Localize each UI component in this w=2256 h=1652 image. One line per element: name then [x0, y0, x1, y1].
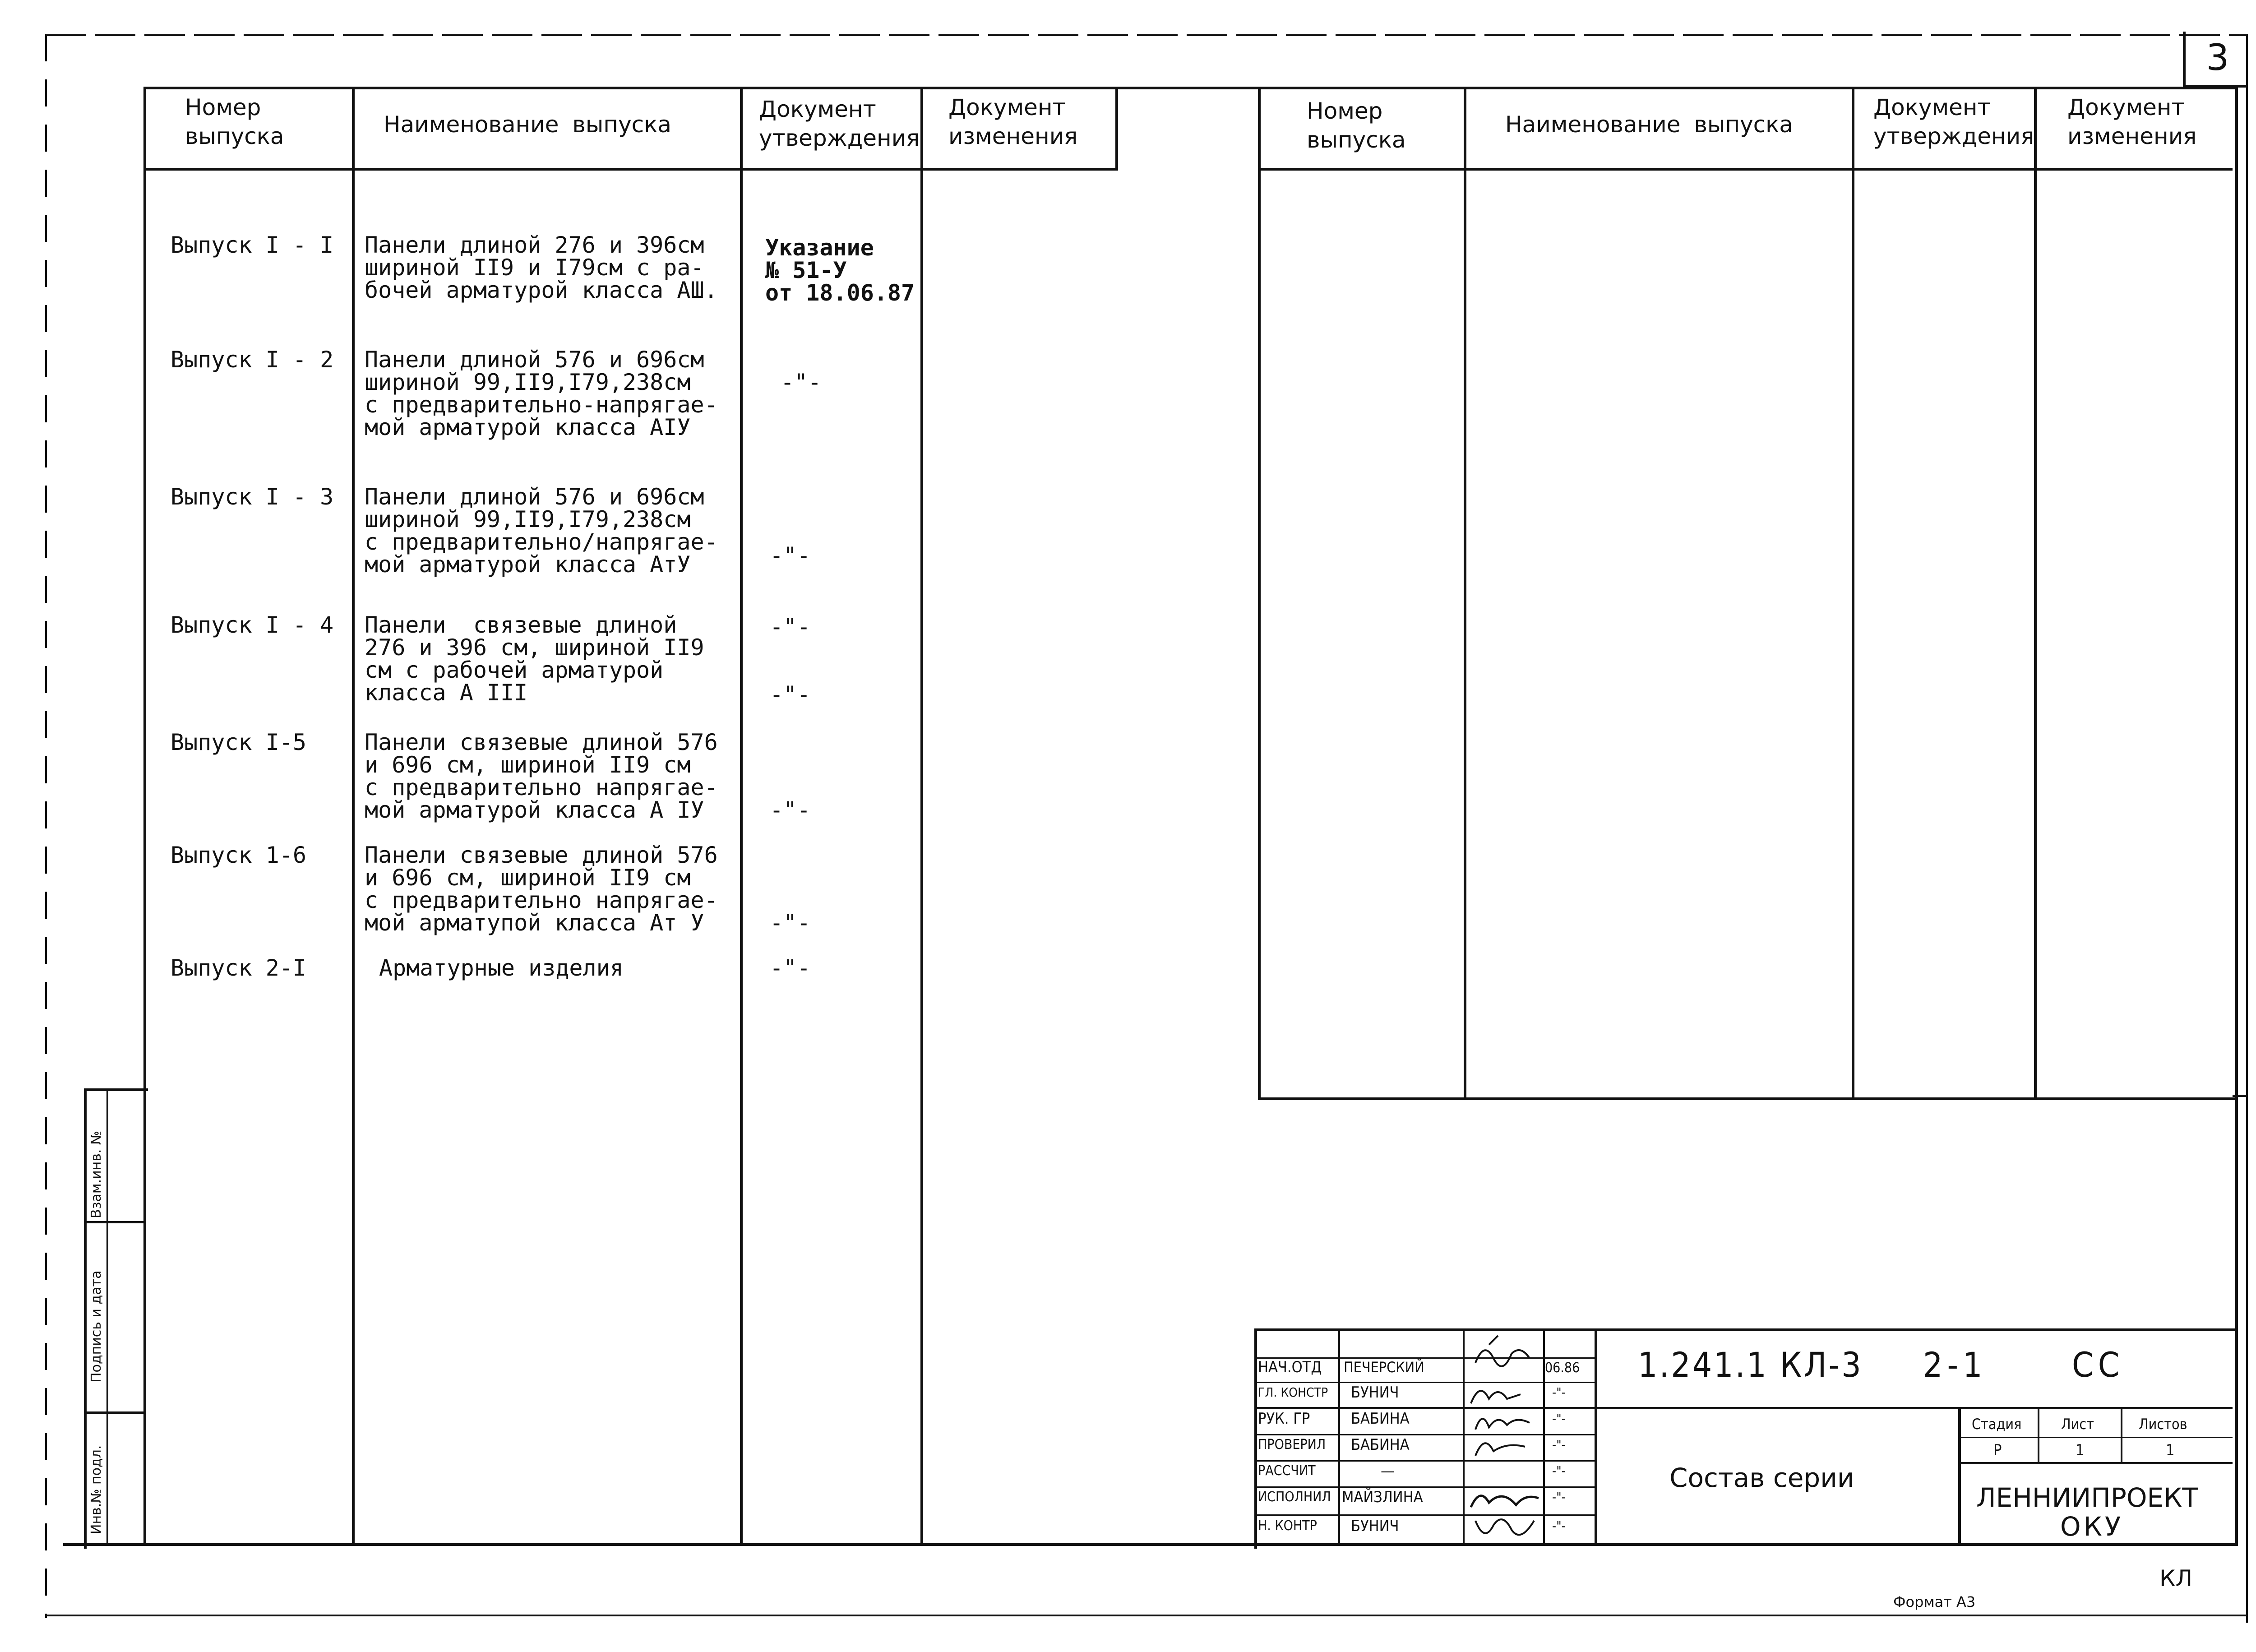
tb-name-4: БАБИНА — [1351, 1436, 1410, 1454]
tb-role-4: ПРОВЕРИЛ — [1258, 1437, 1326, 1453]
tb-row-line-5 — [1254, 1486, 1595, 1488]
row-4-name: Панели связевые длиной 276 и 396 см, шириной II9 см с рабочей арматурой класса А III — [365, 612, 704, 706]
side-stamp-line-2 — [84, 1411, 145, 1414]
signature-1 — [1466, 1331, 1539, 1376]
tb-name-5: — — [1381, 1462, 1395, 1480]
sheet-top-edge — [45, 34, 2247, 36]
row-4-approval-2: -"- — [770, 681, 811, 708]
signature-5 — [1466, 1485, 1543, 1514]
row-5-name: Панели связевые длиной 576 и 696 см, шириной II9 см с предварительно напрягае- мой арматурой класса А IУ — [365, 729, 718, 823]
row-2-approval: -"- — [781, 369, 822, 395]
row-1-approval: Указание № 51-У от 18.06.87 — [765, 235, 915, 306]
tb-sheets-value: 1 — [2166, 1441, 2175, 1459]
left-col-line-4 — [1115, 87, 1118, 171]
row-7-number: Выпуск 2-I — [171, 955, 307, 981]
signature-6 — [1466, 1512, 1543, 1548]
tb-sheet-value: 1 — [2076, 1441, 2085, 1459]
tb-doc-title: Состав серии — [1669, 1462, 1854, 1493]
tb-stage-divider — [1958, 1407, 1961, 1546]
right-table-frame — [1258, 87, 2235, 1100]
side-stamp-inv-sub: Взам.инв. № — [88, 1130, 104, 1218]
tb-name-7: БУНИЧ — [1351, 1517, 1399, 1535]
tb-role-6: ИСПОЛНИЛ — [1258, 1489, 1331, 1505]
tb-col-date — [1595, 1328, 1597, 1546]
tb-role-2: ГЛ. КОНСТР — [1258, 1385, 1328, 1400]
right-col-line-2 — [1852, 87, 1854, 1097]
tb-stage-label: Стадия — [1972, 1416, 2022, 1433]
row-2-number: Выпуск I - 2 — [171, 347, 334, 373]
sheet-right-edge — [2246, 34, 2248, 1623]
signature-2 — [1466, 1381, 1539, 1408]
row-1-number: Выпуск I - I — [171, 232, 334, 258]
tb-name-2: БУНИЧ — [1351, 1384, 1399, 1402]
signature-3 — [1466, 1407, 1539, 1434]
right-col-line-3 — [2034, 87, 2037, 1097]
tb-stage-col-1 — [2038, 1407, 2039, 1463]
row-5-approval: -"- — [770, 797, 811, 823]
row-3-number: Выпуск I - 3 — [171, 484, 334, 510]
tb-date-7: -"- — [1552, 1518, 1566, 1533]
tb-row-line-1 — [1254, 1382, 1595, 1383]
tb-col-name — [1463, 1328, 1465, 1546]
tb-name-3: БАБИНА — [1351, 1410, 1410, 1428]
tb-stage-col-2 — [2121, 1407, 2122, 1463]
tb-role-3: РУК. ГР — [1258, 1410, 1310, 1428]
right-header-name: Наименование выпуска — [1505, 111, 1793, 138]
sheet-bottom-edge — [45, 1615, 2247, 1616]
tb-role-5: РАССЧИТ — [1258, 1463, 1316, 1479]
row-1-name: Панели длиной 276 и 396см шириной II9 и I79см с ра- бочей арматурой класса АШ. — [365, 232, 718, 303]
tb-row-line-4 — [1254, 1460, 1595, 1462]
row-5-number: Выпуск I-5 — [171, 729, 307, 755]
tb-row-line-6 — [1254, 1514, 1595, 1516]
left-header-number: Номер выпуска — [185, 94, 284, 149]
tb-date-5: -"- — [1552, 1463, 1566, 1478]
tb-row-line-3 — [1254, 1434, 1595, 1435]
sheet-number: 3 — [2206, 37, 2229, 79]
left-table-header-line — [143, 168, 1118, 171]
right-header-approval: Документ утверждения — [1873, 94, 2034, 149]
signature-4 — [1466, 1433, 1539, 1460]
right-table-tick — [2233, 1095, 2246, 1097]
left-header-approval: Документ утверждения — [759, 96, 920, 151]
left-header-name: Наименование выпуска — [384, 111, 671, 138]
tb-date-3: -"- — [1552, 1411, 1566, 1426]
tb-date-2: -"- — [1552, 1385, 1566, 1400]
left-col-line-2 — [740, 87, 743, 1546]
side-stamp-sign-date: Подпись и дата — [88, 1270, 104, 1383]
row-3-name: Панели длиной 576 и 696см шириной 99,II9,I79,238см с предварительно/напрягае- мой арматурой класса АтУ — [365, 484, 718, 578]
tb-date-4: -"- — [1552, 1437, 1566, 1452]
right-table-header-line — [1258, 168, 2233, 171]
tb-date-6: -"- — [1552, 1490, 1566, 1504]
row-7-approval: -"- — [770, 955, 811, 981]
sheet-left-edge — [45, 34, 47, 1618]
tb-col-role — [1338, 1328, 1340, 1546]
side-stamp-inv-orig: Инв.№ подл. — [88, 1445, 104, 1534]
tb-stage-value: Р — [1993, 1441, 2002, 1459]
tb-role-7: Н. КОНТР — [1258, 1518, 1317, 1534]
tb-org-line-1: ЛЕННИИПРОЕКТ — [1976, 1482, 2198, 1513]
tb-org-line-2: ОКУ — [2060, 1511, 2124, 1542]
right-header-change: Документ изменения — [2067, 94, 2197, 149]
tb-row-line-2 — [1254, 1407, 2233, 1409]
tb-sheet-label: Лист — [2061, 1416, 2094, 1433]
tb-date-1: 06.86 — [1545, 1360, 1580, 1376]
row-6-number: Выпуск 1-6 — [171, 842, 307, 868]
right-col-line-1 — [1464, 87, 1466, 1097]
tb-designation: 1.241.1 КЛ-3 — [1638, 1345, 1863, 1385]
row-6-name: Панели связевые длиной 576 и 696 см, шириной II9 см с предварительно напрягае- мой арматупой класса Ат У — [365, 842, 718, 936]
row-2-name: Панели длиной 576 и 696см шириной 99,II9,I79,238см с предварительно-напрягае- мой арматурой класса АIУ — [365, 347, 718, 440]
tb-issue: 2-1 — [1923, 1345, 1987, 1385]
row-4-approval: -"- — [770, 614, 811, 640]
tb-doc-code: СС — [2072, 1345, 2124, 1385]
left-col-line-1 — [352, 87, 355, 1546]
tb-name-6: МАЙЗЛИНА — [1342, 1488, 1423, 1506]
right-header-number: Номер выпуска — [1307, 98, 1406, 153]
tb-sheets-label: Листов — [2139, 1416, 2187, 1433]
row-3-approval: -"- — [770, 542, 811, 569]
row-7-name: Арматурные изделия — [379, 955, 624, 981]
bottom-format: Формат А3 — [1893, 1593, 1976, 1610]
tb-name-1: ПЕЧЕРСКИЙ — [1344, 1359, 1424, 1376]
bottom-mark: КЛ — [2159, 1565, 2193, 1592]
left-col-line-3 — [920, 87, 923, 1546]
row-6-approval: -"- — [770, 910, 811, 936]
side-stamp-divider — [106, 1088, 108, 1546]
tb-role-1: НАЧ.ОТД — [1258, 1358, 1322, 1376]
tb-stage-line-2 — [1958, 1462, 2233, 1464]
side-stamp-line-1 — [84, 1221, 145, 1223]
tb-stage-line-1 — [1958, 1437, 2233, 1438]
row-4-number: Выпуск I - 4 — [171, 612, 334, 638]
left-header-change: Документ изменения — [948, 94, 1078, 149]
